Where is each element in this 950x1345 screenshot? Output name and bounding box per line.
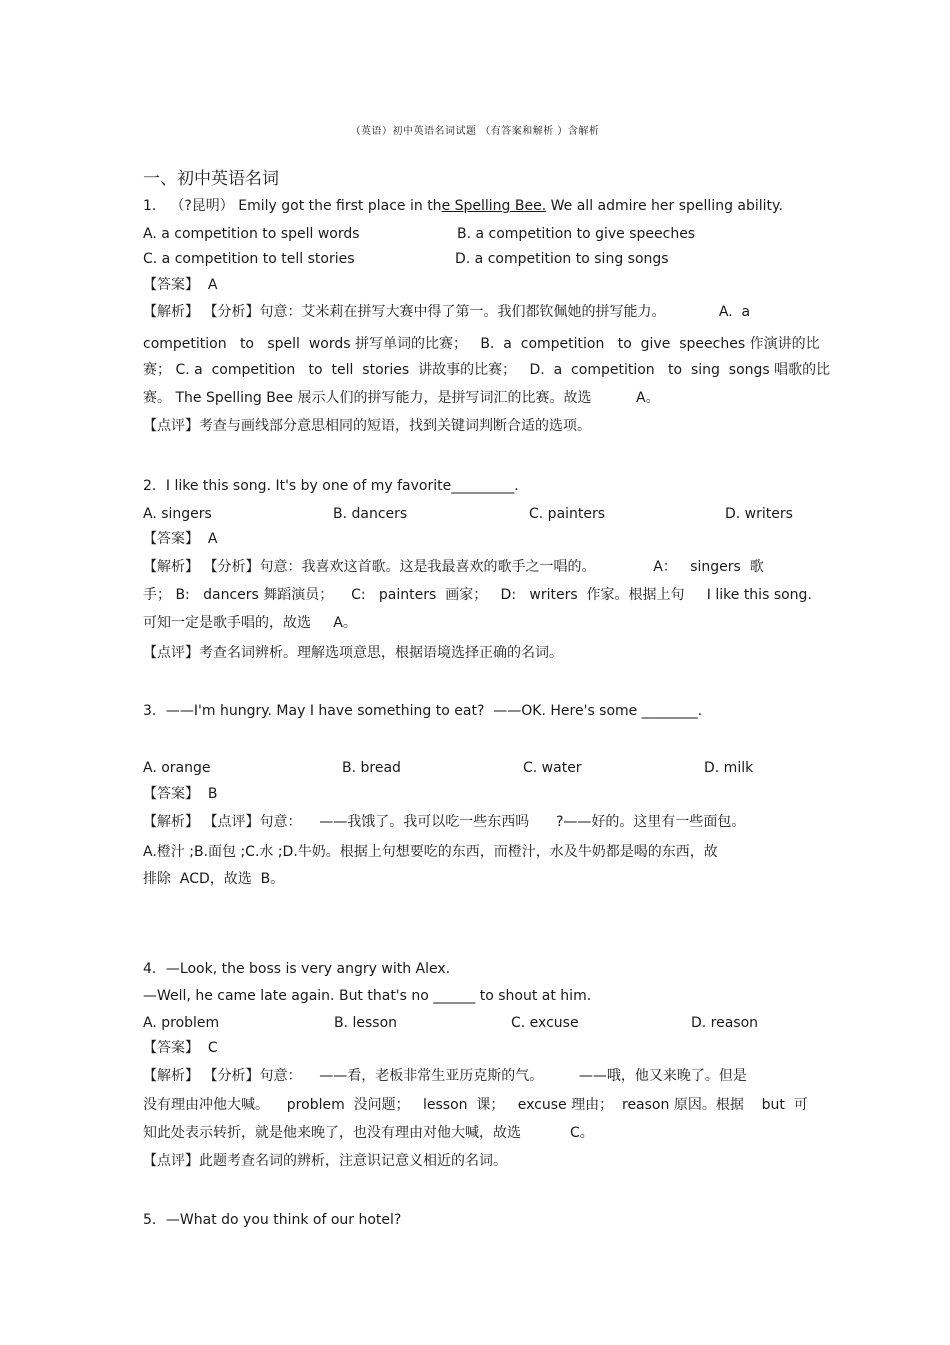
- question-3-explanation-line: A.橙汁 ;B.面包 ;C.水 ;D.牛奶。根据上句想要吃的东西，而橙汁，水及牛奶都是喝的东西，故: [143, 844, 718, 860]
- question-2-option-c: C. painters: [529, 506, 606, 522]
- question-4-option-c: C. excuse: [511, 1015, 579, 1031]
- question-2-stem: 2．I like this song. It's by one of my favorite_________.: [143, 478, 519, 494]
- question-1-explanation-line: 【解析】 【分析】句意：艾米莉在拼写大赛中得了第一。我们都钦佩她的拼写能力。 A. a: [143, 304, 751, 320]
- question-3-option-d: D. milk: [704, 760, 754, 776]
- question-3-option-b: B. bread: [342, 760, 401, 776]
- question-3-stem: 3．——I'm hungry. May I have something to eat? ——OK. Here's some ________.: [143, 703, 703, 719]
- question-4-explanation-line: 没有理由冲他大喊。 problem 没问题； lesson 课； excuse 理由； reason 原因。根据 but 可: [143, 1097, 808, 1113]
- question-3-answer: 【答案】 B: [143, 786, 218, 802]
- question-2-option-b: B. dancers: [333, 506, 408, 522]
- question-2-explanation-line: 手； B: dancers 舞蹈演员； C: painters 画家； D: writers 作家。根据上句 I like this song.: [143, 587, 812, 603]
- question-2-explanation-line: 【解析】 【分析】句意：我喜欢这首歌。这是我最喜欢的歌手之一唱的。 A： singers 歌: [143, 559, 764, 575]
- question-4-option-a: A. problem: [143, 1015, 220, 1031]
- question-1-option-c: C. a competition to tell stories: [143, 251, 355, 267]
- question-1-stem: 1． （?昆明） Emily got the first place in the Spelling Bee. We all admire her spelling ability.: [143, 198, 783, 214]
- question-2-comment: 【点评】考查名词辨析。理解选项意思，根据语境选择正确的名词。: [143, 645, 563, 661]
- section-heading: 一、初中英语名词: [143, 169, 279, 189]
- question-1-option-d: D. a competition to sing songs: [455, 251, 669, 267]
- question-3-option-a: A. orange: [143, 760, 211, 776]
- question-4-explanation-line: 知此处表示转折，就是他来晚了，也没有理由对他大喊，故选 C。: [143, 1125, 594, 1141]
- question-1-answer: 【答案】 A: [143, 277, 218, 293]
- question-2-answer: 【答案】 A: [143, 531, 218, 547]
- question-1-explanation-line: competition to spell words 拼写单词的比赛； B. a competition to give speeches 作演讲的比: [143, 336, 820, 352]
- question-3-option-c: C. water: [523, 760, 582, 776]
- question-1-explanation-line: 赛。 The Spelling Bee 展示人们的拼写能力，是拼写词汇的比赛。故选 A。: [143, 390, 660, 406]
- question-1-explanation-line: 赛； C. a competition to tell stories 讲故事的比赛； D. a competition to sing songs 唱歌的比: [143, 362, 831, 378]
- underlined-phrase: e Spelling Bee.: [441, 198, 547, 214]
- question-1-comment: 【点评】考查与画线部分意思相同的短语，找到关键词判断合适的选项。: [143, 418, 591, 434]
- question-4-stem: 4．—Look, the boss is very angry with Alex.: [143, 961, 451, 977]
- question-3-explanation-line: 【解析】 【点评】句意： ——我饿了。我可以吃一些东西吗 ?——好的。这里有一些面包。: [143, 814, 746, 830]
- question-3-explanation-line: 排除 ACD，故选 B。: [143, 871, 285, 887]
- question-4-explanation-line: 【解析】 【分析】句意： ——看，老板非常生亚历克斯的气。 ——哦，他又来晚了。但是: [143, 1068, 747, 1084]
- question-5-stem: 5．—What do you think of our hotel?: [143, 1212, 402, 1228]
- question-1-option-a: A. a competition to spell words: [143, 226, 360, 242]
- question-2-explanation-line: 可知一定是歌手唱的，故选 A。: [143, 615, 357, 631]
- page-title: （英语）初中英语名词试题 （有答案和解析 ）含解析: [350, 126, 600, 137]
- question-2-option-a: A. singers: [143, 506, 212, 522]
- question-4-stem: —Well, he came late again. But that's no ______ to shout at him.: [143, 988, 592, 1004]
- question-4-option-b: B. lesson: [334, 1015, 398, 1031]
- question-4-option-d: D. reason: [691, 1015, 759, 1031]
- question-2-option-d: D. writers: [725, 506, 793, 522]
- question-1-option-b: B. a competition to give speeches: [457, 226, 696, 242]
- question-4-answer: 【答案】 C: [143, 1040, 218, 1056]
- question-4-comment: 【点评】此题考查名词的辨析，注意识记意义相近的名词。: [143, 1153, 507, 1169]
